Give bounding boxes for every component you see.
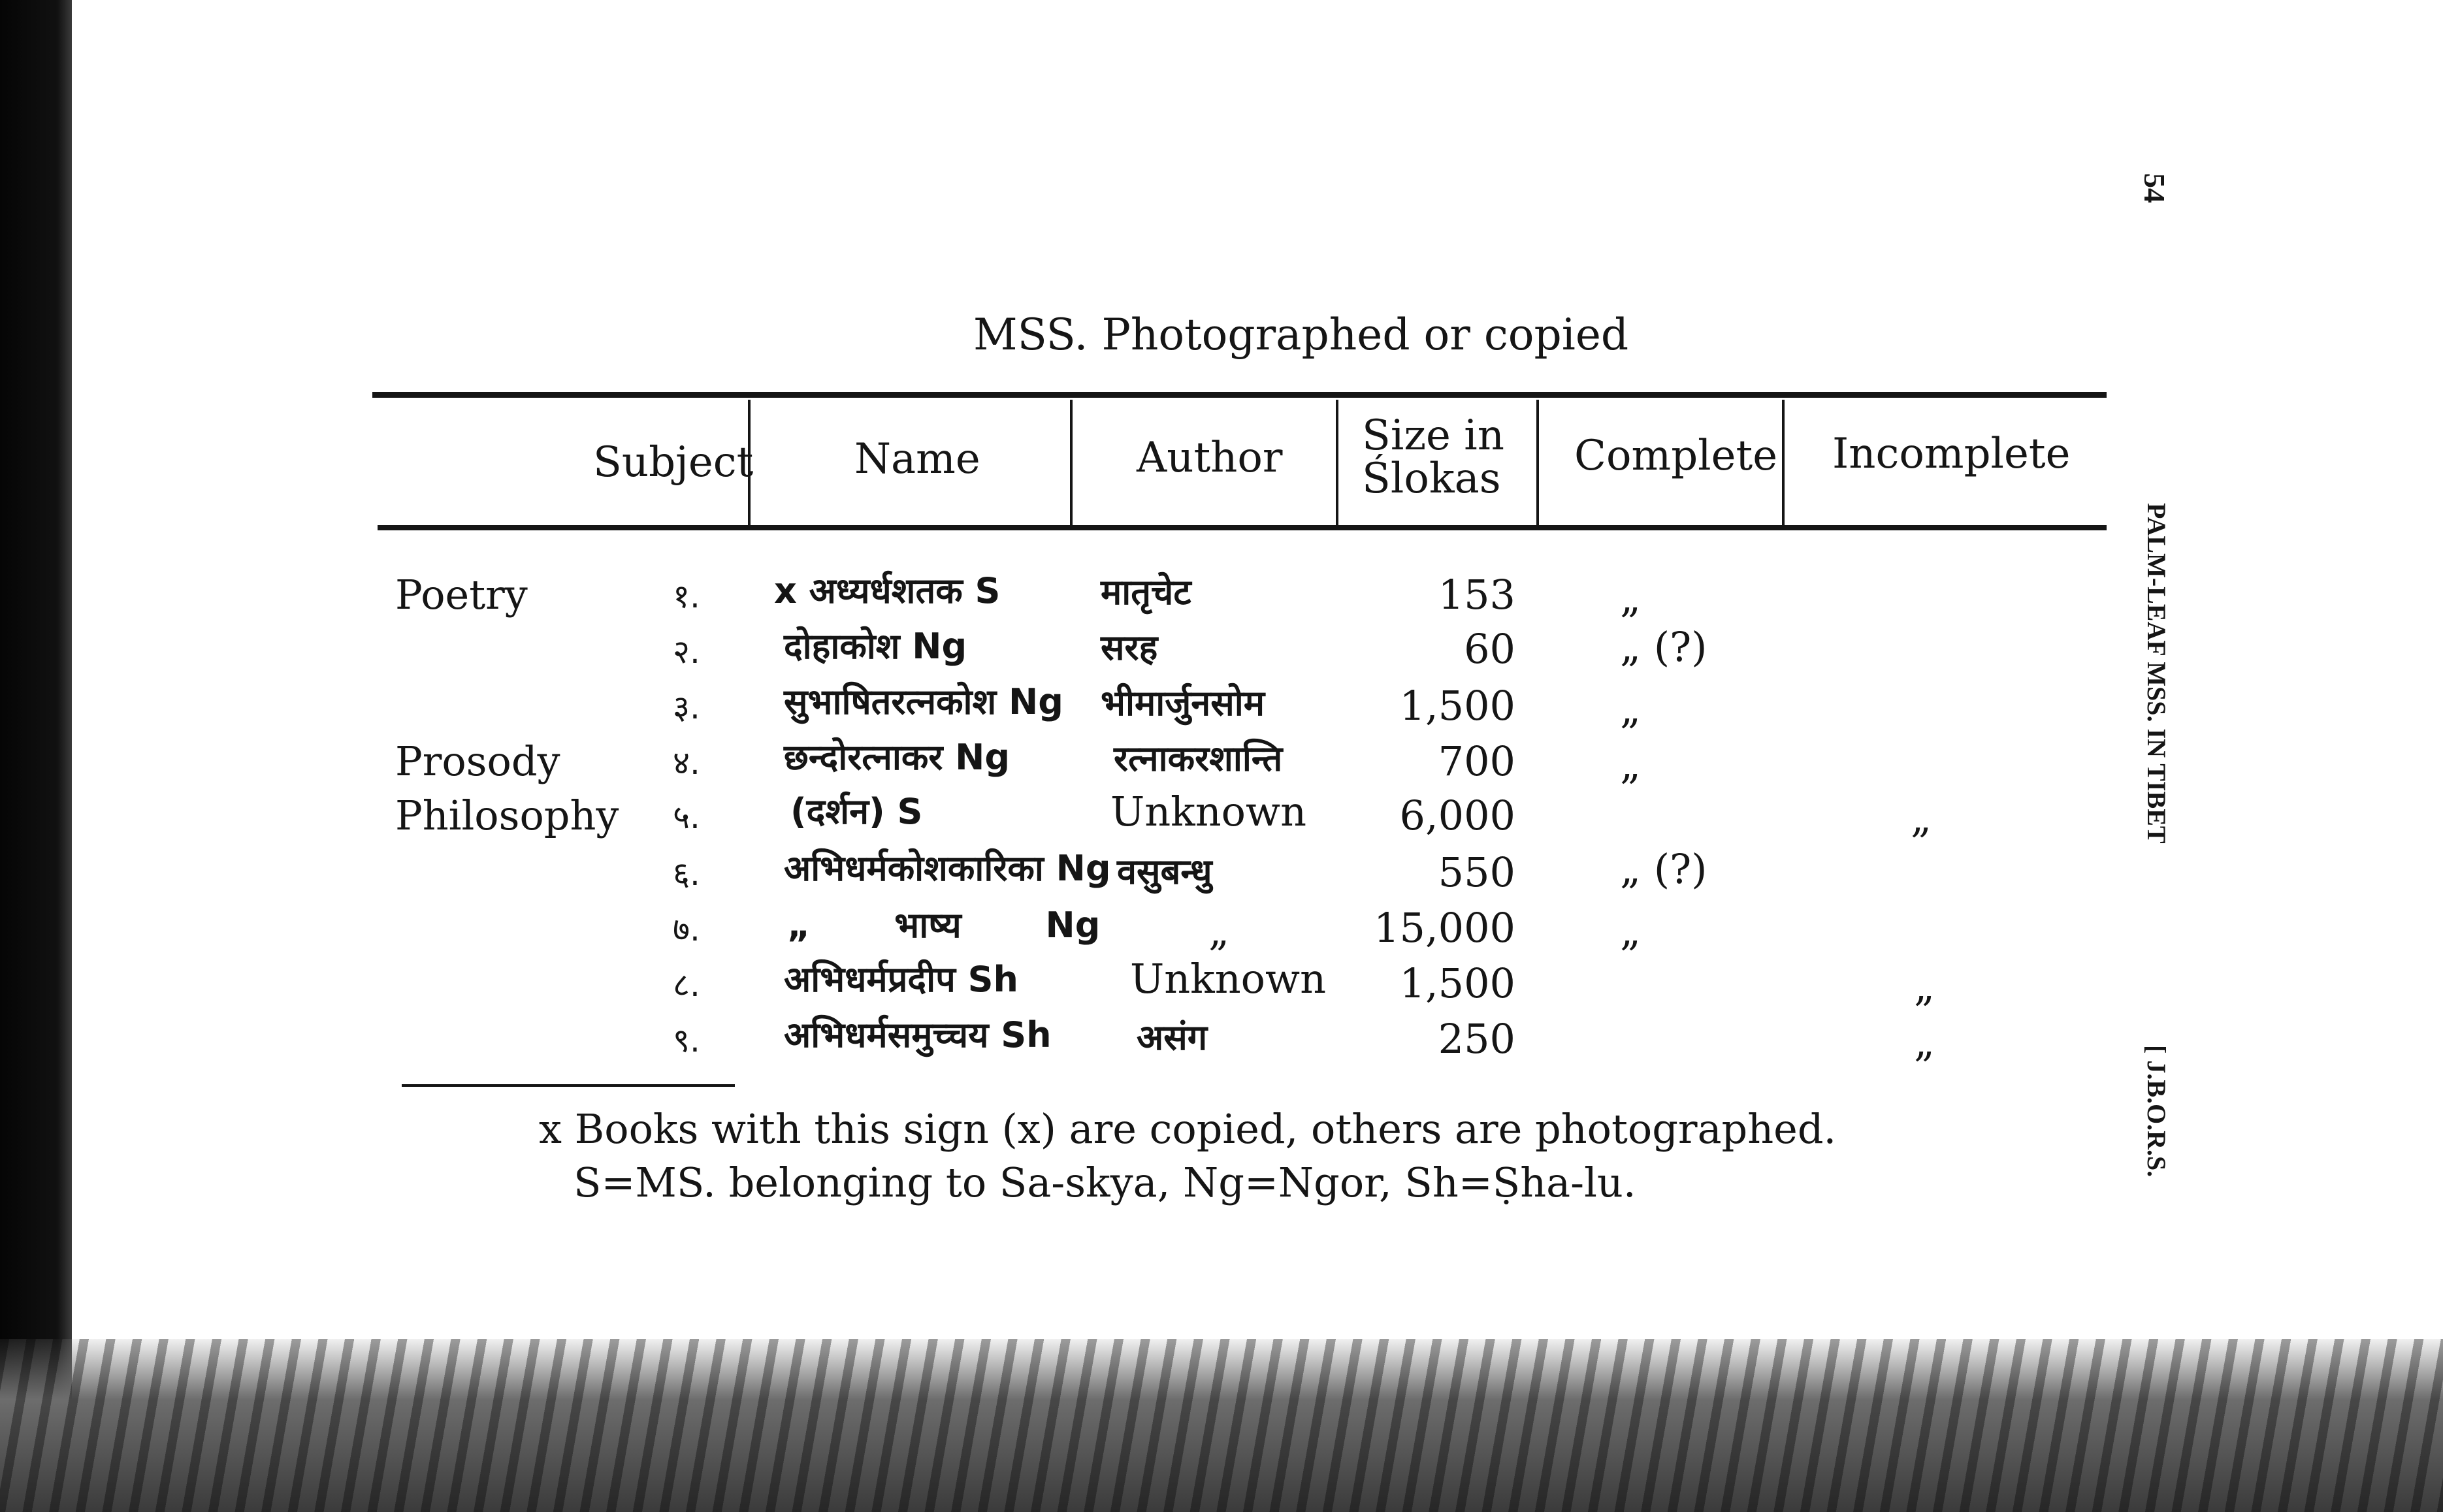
row-size: 550 xyxy=(1438,848,1515,896)
header-complete: Complete xyxy=(1574,432,1778,480)
header-incomplete: Incomplete xyxy=(1832,430,2071,478)
row-number: १. xyxy=(673,577,700,615)
row-name: दोहाकोश Ng xyxy=(784,626,967,667)
header-separator xyxy=(1070,400,1073,525)
row-author: असंग xyxy=(1137,1017,1208,1058)
row-size: 60 xyxy=(1464,625,1515,673)
header-bottom-rule xyxy=(378,525,2107,530)
row-author: भीमार्जुनसोम xyxy=(1101,683,1265,724)
header-separator xyxy=(1536,400,1539,525)
scan-left-edge xyxy=(0,0,72,1512)
page-number: 54 xyxy=(2138,173,2171,203)
row-author: मातृचेट xyxy=(1101,571,1191,613)
row-author: Unknown xyxy=(1110,788,1307,835)
row-author: „ xyxy=(1208,907,1230,955)
row-incomplete: „ xyxy=(1914,1018,1935,1066)
header-separator xyxy=(1336,400,1338,525)
top-rule xyxy=(372,392,2107,398)
header-author: Author xyxy=(1137,434,1283,482)
row-name: अभिधर्मप्रदीप Sh xyxy=(784,959,1018,1000)
row-name: छन्दोरत्नाकर Ng xyxy=(784,737,1011,778)
row-author: रत्नाकरशान्ति xyxy=(1114,738,1283,779)
journal-label: [ J.B.O.R.S. xyxy=(2142,1045,2171,1178)
row-number: २. xyxy=(673,633,700,671)
row-complete: „ (?) xyxy=(1620,845,1707,893)
row-size: 1,500 xyxy=(1399,682,1515,730)
row-size: 700 xyxy=(1438,737,1515,785)
row-subject: Prosody xyxy=(395,737,560,785)
row-author: सरह xyxy=(1101,627,1158,668)
row-subject: Poetry xyxy=(395,571,528,619)
header-name: Name xyxy=(854,435,980,483)
row-incomplete: „ xyxy=(1914,963,1935,1010)
row-name: (दर्शन) S xyxy=(790,791,923,832)
header-size-line2: Ślokas xyxy=(1362,455,1501,503)
row-size: 250 xyxy=(1438,1015,1515,1063)
row-complete: „ (?) xyxy=(1620,623,1707,671)
row-name: अभिधर्मसमुच्चय Sh xyxy=(784,1014,1052,1055)
row-number: ९. xyxy=(673,1021,700,1059)
row-author: वसुबन्धु xyxy=(1117,851,1212,892)
header-size-line1: Size in xyxy=(1362,411,1504,460)
table-title: MSS. Photographed or copied xyxy=(973,310,1629,360)
row-complete: „ xyxy=(1620,907,1642,955)
row-complete: „ xyxy=(1620,741,1642,788)
row-size: 153 xyxy=(1438,571,1515,619)
scan-bottom-edge xyxy=(0,1339,2443,1512)
row-author: Unknown xyxy=(1130,955,1327,1003)
row-size: 15,000 xyxy=(1374,904,1515,952)
row-number: ३. xyxy=(673,688,700,726)
row-complete: „ xyxy=(1620,574,1642,622)
row-name: „ भाष्य Ng xyxy=(787,905,1101,946)
row-number: ६. xyxy=(673,855,700,893)
footnote-abbreviations: S=MS. belonging to Sa-skya, Ng=Ngor, Sh=Ṣha-lu. xyxy=(574,1159,1636,1206)
row-name: अभिधर्मकोशकारिका Ng xyxy=(784,848,1111,889)
footnote-copied: x Books with this sign (x) are copied, others are photographed. xyxy=(539,1105,1837,1153)
row-complete: „ xyxy=(1620,685,1642,733)
running-title: PALM-LEAF MSS. IN TIBET xyxy=(2142,503,2171,844)
header-separator xyxy=(1782,400,1785,525)
row-number: ४. xyxy=(673,744,700,782)
row-incomplete: „ xyxy=(1911,794,1932,842)
row-number: ५. xyxy=(673,798,700,836)
row-size: 6,000 xyxy=(1399,792,1515,839)
row-subject: Philosophy xyxy=(395,792,619,839)
row-number: ७. xyxy=(673,910,700,948)
row-size: 1,500 xyxy=(1399,959,1515,1007)
header-subject: Subject xyxy=(593,438,754,487)
row-name: सुभाषितरत्नकोश Ng xyxy=(784,681,1063,722)
row-name: x अध्यर्धशतक S xyxy=(774,570,1001,611)
row-number: ८. xyxy=(673,966,700,1004)
footnote-rule xyxy=(402,1084,735,1087)
